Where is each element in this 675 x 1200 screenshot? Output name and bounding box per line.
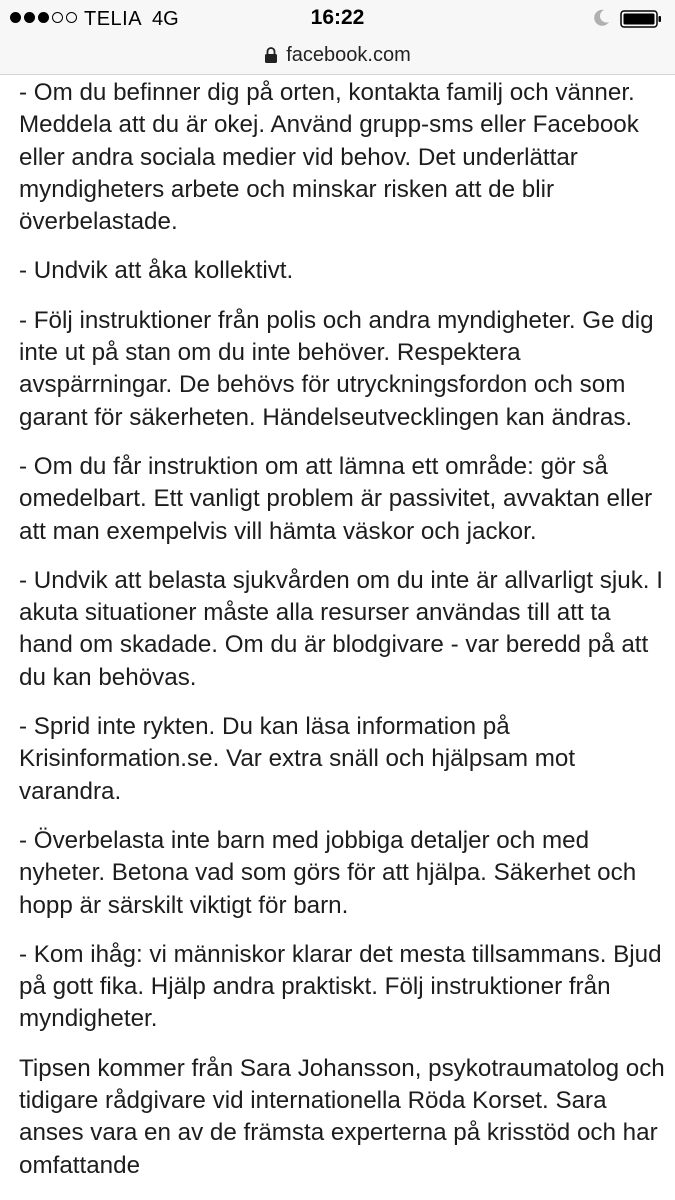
network-type: 4G (152, 8, 179, 30)
article-paragraph: - Undvik att åka kollektivt. (19, 257, 294, 285)
article-paragraph: - Sprid inte rykten. Du kan läsa information på Krisinformation.se. Var extra snäll och hjälpsam mot varandra. (19, 713, 576, 805)
article-paragraph: Tipsen kommer från Sara Johansson, psykotraumatolog och tidigare rådgivare vid internationella Röda Korset. Sara anses vara en av de främsta experterna på krisstöd och har omfattande (19, 1054, 665, 1179)
article-paragraph: - Följ instruktioner från polis och andra myndigheter. Ge dig inte ut på stan om du inte behöver. Respektera avspärrningar. De behövs för utryckningsfordon och som garant för säkerheten. Händelseutvecklingen kan ändras. (19, 306, 654, 431)
url-domain: facebook.com (286, 43, 411, 66)
battery-icon (620, 10, 662, 28)
article-paragraph: - Överbelasta inte barn med jobbiga detaljer och med nyheter. Betona vad som görs för att hjälpa. Säkerhet och hopp är särskilt viktigt för barn. (19, 826, 637, 919)
article-paragraph: - Om du befinner dig på orten, kontakta familj och vänner. Meddela att du är okej. Använd grupp-sms eller Facebook eller andra sociala medier vid behov. Det underlättar myndigheters arbete och minskar risken att de blir överbelastade. (19, 79, 639, 236)
article-body (19, 77, 669, 1199)
address-bar[interactable] (0, 40, 675, 75)
lock-icon (264, 46, 278, 64)
article-paragraph: - Om du får instruktion om att lämna ett område: gör så omedelbart. Ett vanligt problem är passivitet, avvaktan eller att man exempelvis vill hämta väskor och jackor. (19, 452, 653, 545)
clock: 16:22 (310, 6, 365, 29)
article-paragraph: - Undvik att belasta sjukvården om du inte är allvarligt sjuk. I akuta situationer måste alla resurser användas till att ta hand om skadade. Om du är blodgivare - var beredd på att du kan behövas. (19, 566, 663, 691)
url-display[interactable] (0, 40, 675, 70)
carrier-name: TELIA (84, 8, 143, 30)
status-bar (0, 0, 675, 40)
article-paragraph: - Kom ihåg: vi människor klarar det mesta tillsammans. Bjud på gott fika. Hjälp andra praktiskt. Följ instruktioner från myndigheter. (19, 940, 662, 1033)
moon-icon (591, 8, 611, 28)
